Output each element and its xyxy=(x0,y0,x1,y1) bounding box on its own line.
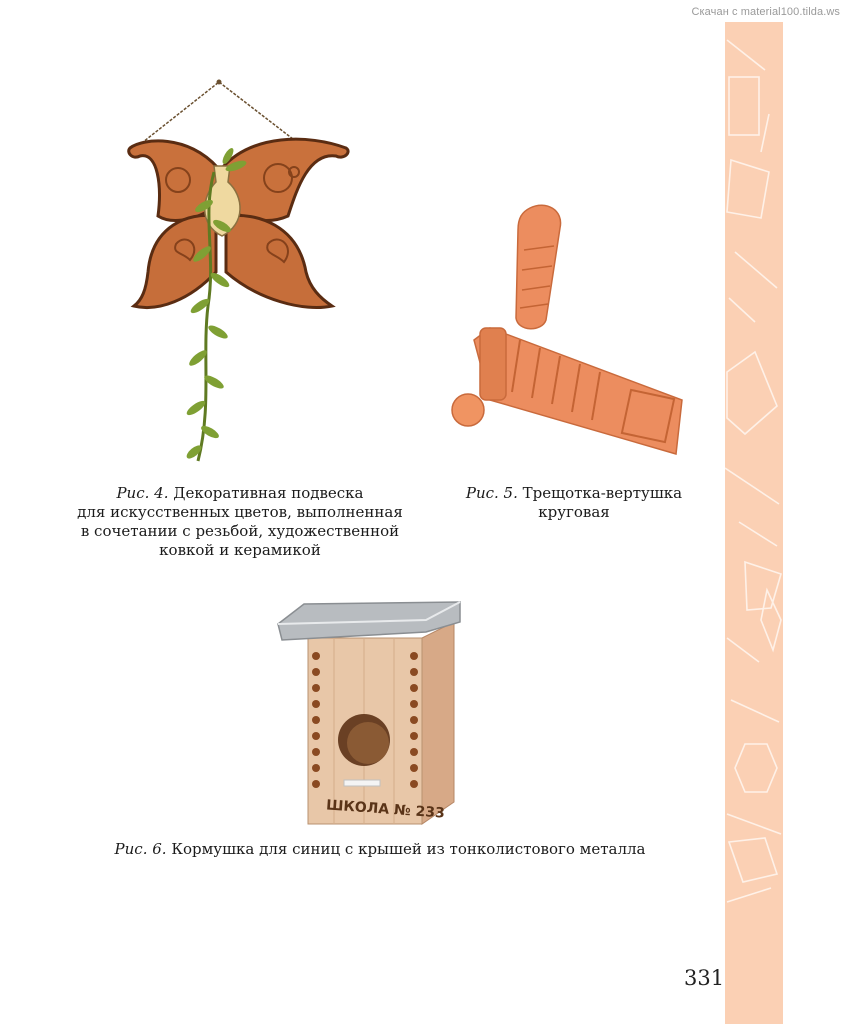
watermark: Скачан с material100.tilda.ws xyxy=(691,6,840,18)
figure-6-image xyxy=(274,598,464,826)
caption-line xyxy=(70,484,410,503)
figure-5-caption xyxy=(446,484,702,522)
caption-text: Декоративная подвеска xyxy=(173,484,364,502)
birdhouse-inscription: ШКОЛА № 233 xyxy=(325,797,446,822)
caption-line xyxy=(90,840,670,859)
figure-5-image xyxy=(450,200,684,458)
caption-text: Кормушка для синиц с крышей из тонколистового металла xyxy=(171,840,646,858)
decorative-side-band xyxy=(725,22,783,1024)
figure-4-image xyxy=(118,76,358,468)
caption-line xyxy=(446,484,702,503)
caption-text: Трещотка-вертушка xyxy=(522,484,683,502)
figure-label: Рис. 5. xyxy=(465,484,518,502)
caption-line: в сочетании с резьбой, художественной xyxy=(80,522,400,540)
figure-6-caption xyxy=(90,840,670,859)
figure-label: Рис. 6. xyxy=(114,840,167,858)
caption-line: для искусственных цветов, выполненная xyxy=(77,503,403,521)
figure-label: Рис. 4. xyxy=(116,484,169,502)
figure-4-caption xyxy=(70,484,410,560)
caption-line: круговая xyxy=(538,503,610,521)
page-number: 331 xyxy=(684,966,725,990)
caption-line: ковкой и керамикой xyxy=(159,541,321,559)
